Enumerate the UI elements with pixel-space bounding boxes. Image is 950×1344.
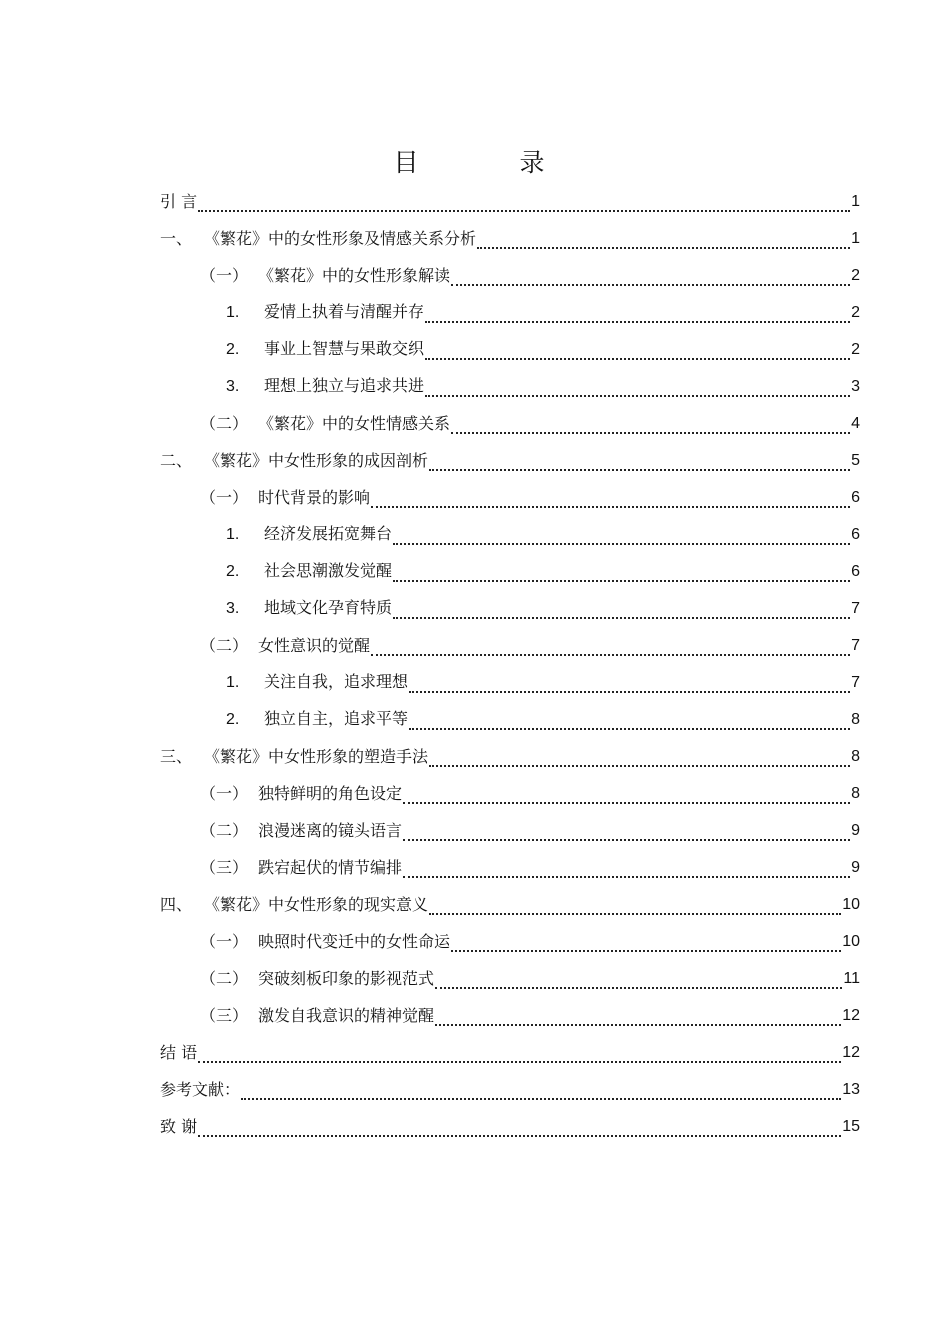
toc-dot-leader: [198, 208, 850, 212]
toc-dot-leader: [451, 948, 841, 952]
toc-entry[interactable]: [160, 775, 860, 812]
toc-page-number: 7: [851, 600, 860, 617]
toc-entry-label: [200, 479, 370, 516]
toc-entry[interactable]: [160, 849, 860, 886]
toc-entry-text: 映照时代变迁中的女性命运: [258, 932, 451, 951]
toc-entry-text: 《繁花》中的女性形象及情感关系分析: [204, 229, 477, 248]
toc-entry-number: 二、: [160, 451, 193, 470]
toc-entry[interactable]: [160, 1034, 860, 1071]
toc-dot-leader: [409, 726, 850, 730]
toc-entry-number: （三）: [200, 858, 249, 877]
toc-entry[interactable]: [160, 331, 860, 368]
toc-entry-number: 2.: [226, 341, 240, 358]
toc-dot-leader: [435, 1022, 841, 1026]
toc-dot-leader: [429, 911, 841, 915]
toc-entry-text: 激发自我意识的精神觉醒: [258, 1006, 435, 1025]
toc-page-number: 9: [851, 822, 860, 839]
toc-page-number: 2: [851, 341, 860, 358]
toc-entry[interactable]: [160, 738, 860, 775]
toc-entry-label: [160, 1034, 197, 1071]
toc-entry-number: （二）: [200, 414, 249, 433]
toc-dot-leader: [198, 1059, 841, 1063]
toc-entry[interactable]: [160, 516, 860, 553]
toc-page-number: 13: [842, 1081, 860, 1098]
toc-entry-label: [226, 663, 408, 701]
toc-dot-leader: [198, 1133, 841, 1137]
toc-entry[interactable]: [160, 1071, 860, 1108]
toc-page-number: 3: [851, 378, 860, 395]
toc-dot-leader: [477, 245, 850, 249]
toc-entry[interactable]: [160, 997, 860, 1034]
toc-entry-text: 爱情上执着与清醒并存: [264, 302, 425, 321]
toc-entry-label: [160, 183, 197, 220]
toc-dot-leader: [393, 615, 850, 619]
toc-entry-label: [160, 220, 476, 257]
toc-page-number: 12: [842, 1044, 860, 1061]
toc-entry-text: 突破刻板印象的影视范式: [258, 969, 435, 988]
toc-page-number: 6: [851, 563, 860, 580]
toc-entry-text: 社会思潮激发觉醒: [264, 561, 393, 580]
toc-entry-label: [200, 849, 402, 886]
toc-entry[interactable]: [160, 812, 860, 849]
toc-entry[interactable]: [160, 442, 860, 479]
toc-page-number: 15: [842, 1118, 860, 1135]
toc-entry-number: 1.: [226, 304, 240, 321]
toc-dot-leader: [241, 1096, 841, 1100]
toc-entry[interactable]: [160, 405, 860, 442]
toc-page-number: 5: [851, 452, 860, 469]
toc-dot-leader: [409, 689, 850, 693]
toc-entry-text: 地域文化孕育特质: [264, 598, 393, 617]
toc-dot-leader: [393, 578, 850, 582]
toc-page-number: 6: [851, 526, 860, 543]
toc-page-number: 9: [851, 859, 860, 876]
toc-entry-text: 经济发展拓宽舞台: [264, 524, 393, 543]
toc-title: 目 录: [393, 148, 583, 177]
toc-entry-text: 《繁花》中女性形象的现实意义: [204, 895, 429, 914]
toc-entry-number: （一）: [200, 488, 249, 507]
toc-page-number: 8: [851, 785, 860, 802]
toc-entry-text: 浪漫迷离的镜头语言: [258, 821, 403, 840]
toc-dot-leader: [425, 319, 850, 323]
toc-entry-text: 时代背景的影响: [258, 488, 371, 507]
toc-dot-leader: [429, 763, 850, 767]
toc-dot-leader: [371, 652, 850, 656]
toc-page-number: 2: [851, 267, 860, 284]
toc-entry-number: （一）: [200, 784, 249, 803]
toc-dot-leader: [403, 800, 850, 804]
toc-page-number: 8: [851, 711, 860, 728]
toc-entry[interactable]: [160, 553, 860, 590]
toc-entry[interactable]: [160, 701, 860, 738]
toc-dot-leader: [403, 874, 850, 878]
toc-entry-text: 《繁花》中女性形象的成因剖析: [204, 451, 429, 470]
toc-entry-text: 致 谢: [160, 1117, 198, 1136]
toc-entry-label: [200, 405, 450, 442]
toc-dot-leader: [403, 837, 850, 841]
toc-page-number: 1: [851, 193, 860, 210]
toc-entry-text: 《繁花》中的女性形象解读: [258, 266, 451, 285]
toc-entry-text: 关注自我，追求理想: [264, 672, 409, 691]
toc-entry[interactable]: [160, 923, 860, 960]
toc-entry-label: [226, 330, 424, 368]
toc-page-number: 10: [842, 933, 860, 950]
toc-dot-leader: [451, 430, 850, 434]
toc-entry-text: 引 言: [160, 192, 198, 211]
toc-page-number: 2: [851, 304, 860, 321]
toc-entry[interactable]: [160, 886, 860, 923]
toc-entry-number: （三）: [200, 1006, 249, 1025]
toc-entry-text: 事业上智慧与果敢交织: [264, 339, 425, 358]
toc-entry-text: 女性意识的觉醒: [258, 636, 371, 655]
toc-entry-text: 结 语: [160, 1043, 198, 1062]
toc-entry-number: 一、: [160, 229, 193, 248]
table-of-contents: [160, 183, 860, 1145]
toc-entry-number: （一）: [200, 266, 249, 285]
toc-entry-number: 三、: [160, 747, 193, 766]
toc-entry-label: [160, 1108, 197, 1145]
toc-entry-label: [200, 997, 434, 1034]
toc-entry-label: [200, 812, 402, 849]
toc-entry-number: 四、: [160, 895, 193, 914]
toc-entry[interactable]: [160, 479, 860, 516]
toc-entry-text: 独立自主，追求平等: [264, 709, 409, 728]
toc-entry-label: [226, 700, 408, 738]
toc-entry-number: 1.: [226, 526, 240, 543]
toc-entry-text: 参考文献：: [160, 1080, 241, 1099]
toc-dot-leader: [435, 985, 842, 989]
toc-entry-label: [226, 515, 392, 553]
toc-entry-label: [226, 367, 424, 405]
toc-entry-label: [160, 886, 428, 923]
toc-entry-label: [200, 775, 402, 812]
toc-page-number: 12: [842, 1007, 860, 1024]
toc-page-number: 11: [843, 970, 860, 987]
toc-entry[interactable]: [160, 257, 860, 294]
toc-entry[interactable]: [160, 627, 860, 664]
toc-entry-label: [226, 552, 392, 590]
toc-entry[interactable]: [160, 368, 860, 405]
toc-dot-leader: [425, 393, 850, 397]
toc-page-number: 10: [842, 896, 860, 913]
toc-page-number: 1: [851, 230, 860, 247]
toc-entry-label: [160, 442, 428, 479]
toc-entry-number: 3.: [226, 600, 240, 617]
toc-entry-label: [226, 293, 424, 331]
toc-dot-leader: [451, 282, 850, 286]
toc-entry-text: 跌宕起伏的情节编排: [258, 858, 403, 877]
toc-entry-text: 独特鲜明的角色设定: [258, 784, 403, 803]
toc-page-number: 7: [851, 637, 860, 654]
toc-entry-label: [200, 257, 450, 294]
toc-entry[interactable]: [160, 590, 860, 627]
toc-dot-leader: [371, 504, 850, 508]
toc-entry-label: [160, 1071, 240, 1108]
toc-entry-number: （二）: [200, 821, 249, 840]
toc-dot-leader: [425, 356, 850, 360]
toc-dot-leader: [429, 467, 850, 471]
toc-entry-text: 理想上独立与追求共进: [264, 376, 425, 395]
toc-entry[interactable]: [160, 960, 860, 997]
toc-entry-label: [160, 738, 428, 775]
toc-entry-label: [200, 923, 450, 960]
toc-entry-number: 2.: [226, 563, 240, 580]
toc-entry-number: （二）: [200, 969, 249, 988]
toc-entry-text: 《繁花》中女性形象的塑造手法: [204, 747, 429, 766]
toc-entry-number: 3.: [226, 378, 240, 395]
toc-dot-leader: [393, 541, 850, 545]
toc-entry-number: 2.: [226, 711, 240, 728]
toc-page-number: 7: [851, 674, 860, 691]
toc-entry-text: 《繁花》中的女性情感关系: [258, 414, 451, 433]
toc-entry[interactable]: [160, 183, 860, 220]
toc-entry-number: 1.: [226, 674, 240, 691]
toc-entry-number: （二）: [200, 636, 249, 655]
toc-entry-label: [200, 960, 434, 997]
toc-page-number: 8: [851, 748, 860, 765]
toc-entry[interactable]: [160, 664, 860, 701]
toc-entry[interactable]: [160, 1108, 860, 1145]
toc-entry[interactable]: [160, 220, 860, 257]
toc-entry-label: [226, 589, 392, 627]
toc-entry[interactable]: [160, 294, 860, 331]
toc-page-number: 4: [851, 415, 860, 432]
toc-page-number: 6: [851, 489, 860, 506]
toc-entry-number: （一）: [200, 932, 249, 951]
toc-entry-label: [200, 627, 370, 664]
